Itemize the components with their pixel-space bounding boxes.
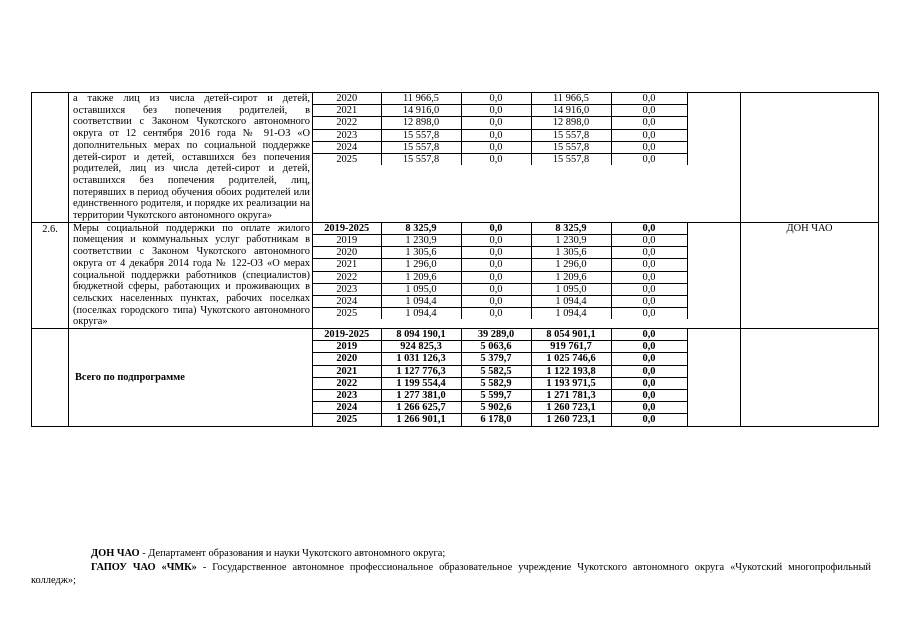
row-number <box>32 329 69 427</box>
year-cell: 2019 <box>313 234 381 246</box>
regional-cell: 1 193 971,5 <box>531 377 611 389</box>
federal-cell: 0,0 <box>461 105 531 117</box>
regional-cell: 1 260 723,1 <box>531 414 611 426</box>
empty-cell <box>687 329 741 341</box>
year-cell: 2025 <box>313 154 381 166</box>
federal-cell: 5 599,7 <box>461 390 531 402</box>
empty-cell <box>687 402 741 414</box>
federal-cell: 5 582,9 <box>461 377 531 389</box>
other-cell: 0,0 <box>611 154 687 166</box>
empty-cell <box>687 390 741 402</box>
empty-cell <box>687 377 741 389</box>
other-cell: 0,0 <box>611 93 687 105</box>
total-cell: 11 966,5 <box>381 93 461 105</box>
funding-year-row <box>313 259 741 271</box>
regional-cell: 8 054 901,1 <box>531 329 611 341</box>
funding-year-row <box>313 105 741 117</box>
total-cell: 1 277 381,0 <box>381 390 461 402</box>
measure-row <box>32 93 879 223</box>
total-cell: 1 230,9 <box>381 234 461 246</box>
funding-year-row <box>313 141 741 153</box>
total-cell: 1 266 625,7 <box>381 402 461 414</box>
funding-year-row <box>313 117 741 129</box>
federal-cell: 0,0 <box>461 259 531 271</box>
empty-cell <box>687 365 741 377</box>
federal-cell: 0,0 <box>461 154 531 166</box>
funding-year-row <box>313 154 741 166</box>
footnote-gapou <box>31 562 871 587</box>
empty-cell <box>687 105 741 117</box>
federal-cell: 0,0 <box>461 223 531 235</box>
other-cell: 0,0 <box>611 271 687 283</box>
funding-year-row <box>313 129 741 141</box>
total-cell: 15 557,8 <box>381 154 461 166</box>
federal-cell: 0,0 <box>461 141 531 153</box>
empty-cell <box>687 223 741 235</box>
year-cell: 2019-2025 <box>313 223 381 235</box>
year-cell: 2023 <box>313 129 381 141</box>
funding-year-row <box>313 234 741 246</box>
footnote-abbr: ДОН ЧАО <box>91 548 140 559</box>
regional-cell: 1 094,4 <box>531 295 611 307</box>
empty-cell <box>687 271 741 283</box>
year-cell: 2022 <box>313 271 381 283</box>
other-cell: 0,0 <box>611 402 687 414</box>
regional-cell: 1 260 723,1 <box>531 402 611 414</box>
regional-cell: 15 557,8 <box>531 141 611 153</box>
funding-table <box>313 93 741 165</box>
total-cell: 12 898,0 <box>381 117 461 129</box>
federal-cell: 5 063,6 <box>461 341 531 353</box>
regional-cell: 1 209,6 <box>531 271 611 283</box>
federal-cell: 0,0 <box>461 271 531 283</box>
funding-year-row <box>313 414 741 426</box>
year-cell: 2021 <box>313 365 381 377</box>
funding-year-row <box>313 402 741 414</box>
funding-year-row <box>313 377 741 389</box>
year-cell: 2023 <box>313 390 381 402</box>
other-cell: 0,0 <box>611 247 687 259</box>
year-cell: 2020 <box>313 247 381 259</box>
year-cell: 2024 <box>313 402 381 414</box>
total-cell: 1 095,0 <box>381 283 461 295</box>
total-cell: 1 209,6 <box>381 271 461 283</box>
other-cell: 0,0 <box>611 341 687 353</box>
empty-cell <box>687 353 741 365</box>
funding-year-row <box>313 283 741 295</box>
program-table <box>31 92 879 427</box>
responsible-executor <box>741 93 879 223</box>
empty-cell <box>687 117 741 129</box>
total-cell: 1 199 554,4 <box>381 377 461 389</box>
federal-cell: 0,0 <box>461 295 531 307</box>
federal-cell: 6 178,0 <box>461 414 531 426</box>
total-cell: 15 557,8 <box>381 129 461 141</box>
year-cell: 2020 <box>313 93 381 105</box>
responsible-executor <box>741 329 879 427</box>
other-cell: 0,0 <box>611 141 687 153</box>
funding-table <box>313 329 741 426</box>
federal-cell: 0,0 <box>461 308 531 320</box>
funding-year-row <box>313 308 741 320</box>
funding-year-row <box>313 93 741 105</box>
other-cell: 0,0 <box>611 308 687 320</box>
year-cell: 2022 <box>313 377 381 389</box>
total-cell: 1 305,6 <box>381 247 461 259</box>
year-cell: 2020 <box>313 353 381 365</box>
row-number: 2.6. <box>32 222 69 328</box>
empty-cell <box>687 414 741 426</box>
responsible-executor: ДОН ЧАО <box>741 222 879 328</box>
year-cell: 2022 <box>313 117 381 129</box>
regional-cell: 14 916,0 <box>531 105 611 117</box>
empty-cell <box>687 93 741 105</box>
other-cell: 0,0 <box>611 329 687 341</box>
year-cell: 2025 <box>313 308 381 320</box>
total-cell: 1 094,4 <box>381 308 461 320</box>
federal-cell: 0,0 <box>461 117 531 129</box>
funding-year-row <box>313 329 741 341</box>
year-cell: 2021 <box>313 105 381 117</box>
empty-cell <box>687 259 741 271</box>
regional-cell: 1 271 781,3 <box>531 390 611 402</box>
regional-cell: 1 296,0 <box>531 259 611 271</box>
other-cell: 0,0 <box>611 223 687 235</box>
total-cell: 1 266 901,1 <box>381 414 461 426</box>
funding-table <box>313 223 741 320</box>
funding-year-row <box>313 223 741 235</box>
funding-year-row <box>313 390 741 402</box>
other-cell: 0,0 <box>611 295 687 307</box>
other-cell: 0,0 <box>611 365 687 377</box>
footnote-text: - Государственное автономное профессиональное образовательное учреждение Чукотского автономного округа «Чукотский многопрофильный колледж»; <box>31 562 871 586</box>
regional-cell: 8 325,9 <box>531 223 611 235</box>
total-cell: 1 094,4 <box>381 295 461 307</box>
total-cell: 924 825,3 <box>381 341 461 353</box>
regional-cell: 11 966,5 <box>531 93 611 105</box>
total-cell: 1 127 776,3 <box>381 365 461 377</box>
total-cell: 15 557,8 <box>381 141 461 153</box>
empty-cell <box>687 341 741 353</box>
federal-cell: 5 582,5 <box>461 365 531 377</box>
measure-name: а также лиц из числа детей-сирот и детей, оставшихся без попечения родителей, в соответствии с Законом Чукотского автономного округа от 12 сентября 2016 года № 91-ОЗ «О дополнительных мерах по социальной поддержке детей-сирот и детей, оставшихся без попечения родителей, лиц из числа детей-сирот и детей, оставшихся без попечения родителей, лиц, потерявших в период обучения обоих родителей или единственного родителя, и порядке их реализации на территории Чукотского автономного округа» <box>69 93 313 223</box>
federal-cell: 0,0 <box>461 234 531 246</box>
footnote-don <box>31 548 871 561</box>
federal-cell: 5 902,6 <box>461 402 531 414</box>
other-cell: 0,0 <box>611 414 687 426</box>
regional-cell: 1 230,9 <box>531 234 611 246</box>
federal-cell: 0,0 <box>461 129 531 141</box>
empty-cell <box>687 308 741 320</box>
empty-cell <box>687 129 741 141</box>
funding-cell <box>313 329 741 427</box>
total-cell: 8 094 190,1 <box>381 329 461 341</box>
regional-cell: 15 557,8 <box>531 154 611 166</box>
empty-cell <box>687 141 741 153</box>
measure-name: Меры социальной поддержки по оплате жилого помещения и коммунальных услуг работникам в соответствии с Законом Чукотского автономного округа от 4 декабря 2014 года № 122-ОЗ «О мерах социальной поддержки работников (специалистов) бюджетной сферы, работающих и проживающих в сельских населенных пунктах, рабочих поселках (поселках городского типа) Чукотского автономного округа» <box>69 222 313 328</box>
total-cell: 1 296,0 <box>381 259 461 271</box>
year-cell: 2025 <box>313 414 381 426</box>
regional-cell: 1 122 193,8 <box>531 365 611 377</box>
funding-cell <box>313 222 741 328</box>
funding-year-row <box>313 247 741 259</box>
footnote-text: - Департамент образования и науки Чукотского автономного округа; <box>139 548 446 559</box>
total-row <box>32 329 879 427</box>
empty-cell <box>687 247 741 259</box>
empty-cell <box>687 295 741 307</box>
other-cell: 0,0 <box>611 390 687 402</box>
regional-cell: 1 305,6 <box>531 247 611 259</box>
funding-year-row <box>313 295 741 307</box>
year-cell: 2021 <box>313 259 381 271</box>
total-cell: 14 916,0 <box>381 105 461 117</box>
empty-cell <box>687 234 741 246</box>
other-cell: 0,0 <box>611 283 687 295</box>
total-label: Всего по подпрограмме <box>69 329 313 427</box>
funding-year-row <box>313 365 741 377</box>
funding-cell <box>313 93 741 223</box>
federal-cell: 0,0 <box>461 247 531 259</box>
year-cell: 2024 <box>313 295 381 307</box>
year-cell: 2023 <box>313 283 381 295</box>
funding-year-row <box>313 341 741 353</box>
empty-cell <box>687 283 741 295</box>
funding-year-row <box>313 353 741 365</box>
regional-cell: 919 761,7 <box>531 341 611 353</box>
other-cell: 0,0 <box>611 234 687 246</box>
total-cell: 8 325,9 <box>381 223 461 235</box>
row-number <box>32 93 69 223</box>
regional-cell: 15 557,8 <box>531 129 611 141</box>
regional-cell: 1 095,0 <box>531 283 611 295</box>
other-cell: 0,0 <box>611 129 687 141</box>
measure-row <box>32 222 879 328</box>
regional-cell: 12 898,0 <box>531 117 611 129</box>
year-cell: 2019-2025 <box>313 329 381 341</box>
federal-cell: 0,0 <box>461 283 531 295</box>
regional-cell: 1 094,4 <box>531 308 611 320</box>
federal-cell: 39 289,0 <box>461 329 531 341</box>
regional-cell: 1 025 746,6 <box>531 353 611 365</box>
other-cell: 0,0 <box>611 105 687 117</box>
footnote-abbr: ГАПОУ ЧАО «ЧМК» <box>91 562 197 573</box>
year-cell: 2024 <box>313 141 381 153</box>
other-cell: 0,0 <box>611 353 687 365</box>
year-cell: 2019 <box>313 341 381 353</box>
other-cell: 0,0 <box>611 117 687 129</box>
federal-cell: 0,0 <box>461 93 531 105</box>
funding-year-row <box>313 271 741 283</box>
total-cell: 1 031 126,3 <box>381 353 461 365</box>
federal-cell: 5 379,7 <box>461 353 531 365</box>
empty-cell <box>687 154 741 166</box>
other-cell: 0,0 <box>611 377 687 389</box>
other-cell: 0,0 <box>611 259 687 271</box>
